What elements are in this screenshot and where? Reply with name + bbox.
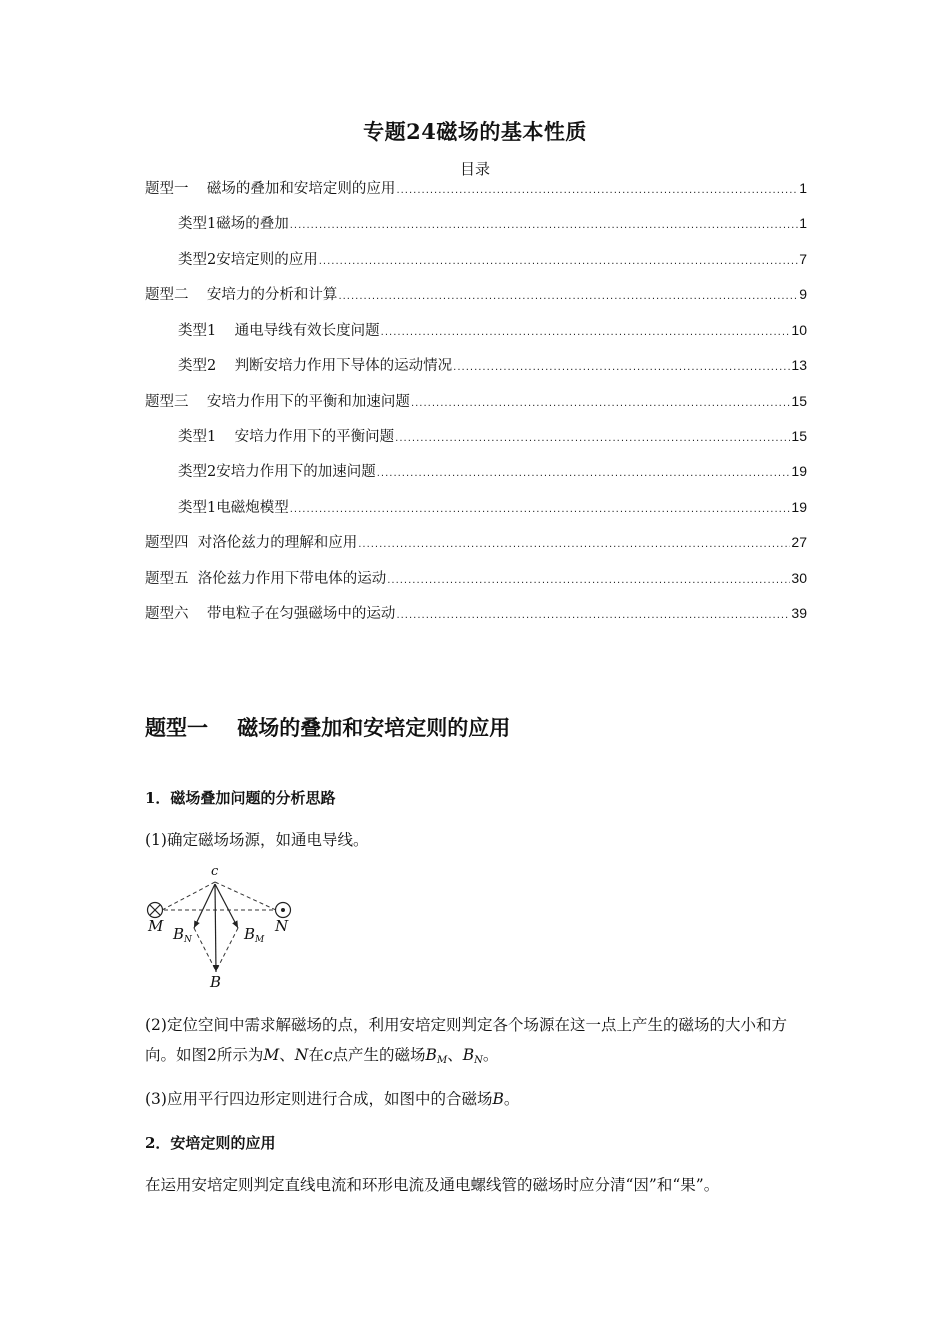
label-bn (173, 925, 192, 945)
toc-entry-label: 类型1 安培力作用下的平衡问题 (178, 429, 395, 445)
toc-entry-label: 题型四 对洛伦兹力的理解和应用 (145, 535, 358, 551)
toc-entry-page: 1 (799, 215, 807, 231)
toc-entry-label: 类型2 判断安培力作用下导体的运动情况 (178, 358, 453, 374)
toc-heading: 目录 (459, 160, 490, 178)
toc-entry-page: 19 (791, 463, 807, 479)
p2-text-d: 点产生的磁场 (332, 1046, 426, 1064)
dashed-line-bm-b (216, 928, 238, 971)
toc-entry[interactable] (145, 390, 807, 412)
toc-leader-dots (338, 291, 798, 302)
toc-leader-dots (387, 575, 790, 586)
p2-sub-m: M (436, 1055, 448, 1066)
toc-entry-label: 类型2安培定则的应用 (178, 252, 318, 268)
toc-leader-dots (377, 468, 791, 479)
toc-leader-dots (411, 398, 790, 409)
toc-entry[interactable] (178, 354, 807, 376)
magnetic-field-diagram (142, 864, 302, 993)
paragraph-4: 在运用安培定则判定直线电流和环形电流及通电螺线管的磁场时应分清“因”和“果”。 (145, 1176, 720, 1194)
document-title: 专题24磁场的基本性质 (363, 119, 587, 144)
toc-leader-dots (396, 185, 798, 196)
toc-entry[interactable] (178, 212, 807, 234)
toc-entry-page: 15 (791, 393, 807, 409)
toc-entry[interactable] (178, 425, 807, 447)
toc-entry-label: 类型1电磁炮模型 (178, 500, 289, 516)
p2-sep2: 、 (447, 1046, 463, 1064)
toc-entry-label: 类型2安培力作用下的加速问题 (178, 464, 376, 480)
p3-text-a: (3)应用平行四边形定则进行合成，如图中的合磁场 (145, 1090, 493, 1108)
label-bn-main: B (173, 925, 185, 943)
subheading-1: 1．磁场叠加问题的分析思路 (145, 789, 336, 807)
toc-leader-dots (381, 327, 791, 338)
toc-leader-dots (396, 610, 790, 621)
p2-text-b: 在 (308, 1046, 324, 1064)
toc-entry-page: 15 (791, 428, 807, 444)
toc-entry-page: 7 (799, 251, 807, 267)
toc-entry[interactable] (145, 602, 807, 624)
p2-text-a: (2)定位空间中需求解磁场的点，利用安培定则判定各个场源在这一点上产生的磁场的大小和方向。如图2所示为 (145, 1016, 787, 1064)
toc-entry-page: 27 (791, 534, 807, 550)
label-bm-sub: M (255, 935, 265, 945)
toc-leader-dots (290, 504, 791, 515)
toc-entry[interactable] (145, 567, 807, 589)
p2-var-m: M (263, 1046, 280, 1064)
p3-end: 。 (503, 1090, 520, 1108)
toc-entry-label: 题型二 安培力的分析和计算 (145, 287, 338, 303)
dashed-line-mc (162, 882, 215, 910)
toc-entry-label: 题型五 洛伦兹力作用下带电体的运动 (145, 571, 387, 587)
section-title: 题型一 磁场的叠加和安培定则的应用 (145, 715, 511, 740)
p2-end: 。 (482, 1046, 499, 1064)
toc-entry-page: 30 (791, 570, 807, 586)
toc-entry-page: 19 (791, 499, 807, 515)
p2-var-b2: B (462, 1046, 475, 1064)
subheading-2: 2．安培定则的应用 (145, 1134, 276, 1152)
toc-entry-page: 1 (799, 180, 807, 196)
toc-entry[interactable] (145, 531, 807, 553)
toc-entry-label: 类型1 通电导线有效长度问题 (178, 323, 380, 339)
toc-entry-page: 13 (791, 357, 807, 373)
label-bm (244, 925, 264, 945)
label-b: B (210, 973, 222, 991)
toc-entry-label: 题型六 带电粒子在匀强磁场中的运动 (145, 606, 396, 622)
p2-var-c: c (323, 1046, 333, 1064)
toc-entry-label: 类型1磁场的叠加 (178, 216, 289, 232)
p2-sub-n: N (474, 1055, 483, 1066)
paragraph-2 (145, 1010, 810, 1076)
label-c: c (211, 864, 219, 879)
toc-entry-page: 10 (791, 322, 807, 338)
dashed-line-bn-b (194, 928, 216, 971)
toc-leader-dots (319, 256, 798, 267)
paragraph-1: (1)确定磁场场源，如通电导线。 (145, 831, 369, 849)
toc-entry-label: 题型三 安培力作用下的平衡和加速问题 (145, 394, 410, 410)
toc-entry-page: 39 (791, 605, 807, 621)
p2-sep1: 、 (279, 1046, 295, 1064)
dashed-line-cn (215, 882, 276, 910)
label-m: M (148, 917, 164, 935)
p3-var-b: B (492, 1090, 504, 1108)
label-bn-sub: N (184, 935, 192, 945)
label-n: N (275, 917, 289, 935)
toc-entry[interactable] (145, 283, 807, 305)
toc-leader-dots (453, 362, 790, 373)
vector-b (215, 884, 216, 972)
toc-entry-page: 9 (799, 286, 807, 302)
p2-var-b: B (425, 1046, 437, 1064)
toc-entry[interactable] (178, 248, 807, 270)
toc-entry[interactable] (178, 460, 807, 482)
toc-leader-dots (395, 433, 790, 444)
toc-leader-dots (290, 220, 798, 231)
toc-entry[interactable] (178, 496, 807, 518)
toc-leader-dots (358, 539, 790, 550)
vector-bn (194, 884, 215, 928)
p2-var-n: N (294, 1046, 309, 1064)
paragraph-3 (145, 1084, 810, 1114)
toc-entry-label: 题型一 磁场的叠加和安培定则的应用 (145, 181, 396, 197)
label-bm-main: B (244, 925, 256, 943)
toc-entry[interactable] (145, 177, 807, 199)
toc-entry[interactable] (178, 319, 807, 341)
